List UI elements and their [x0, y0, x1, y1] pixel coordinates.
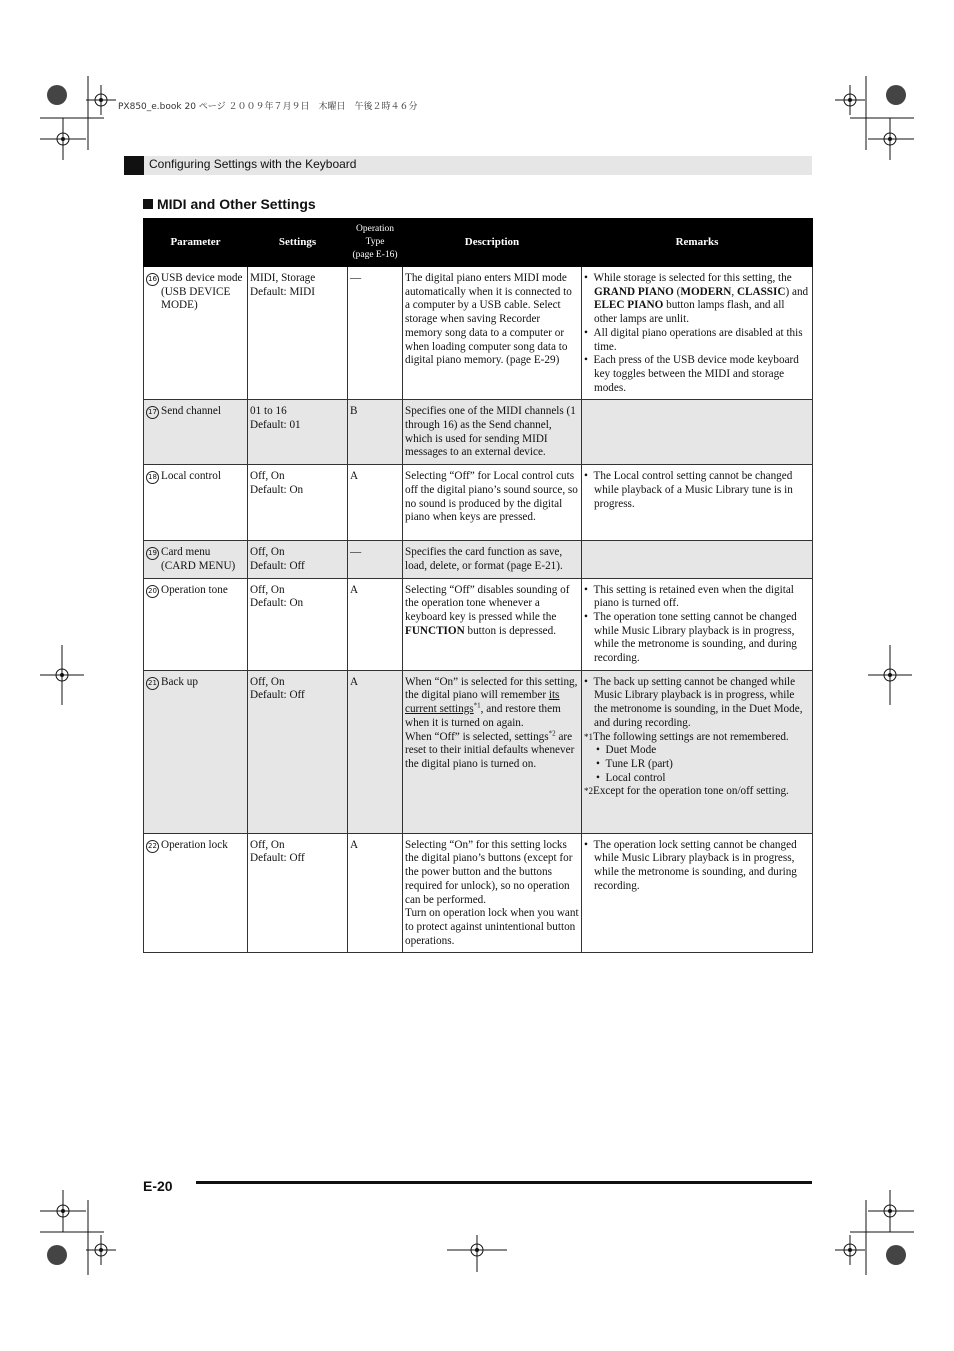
section-title [143, 196, 316, 212]
remark-item: • All digital piano operations are disabled at this time. [584, 326, 803, 353]
footnote-item: • Local control [596, 771, 666, 784]
remark-item: • Each press of the USB device mode keyboard key toggles between the MIDI and storage modes. [584, 354, 799, 394]
settings-cell: 01 to 16 Default: 01 [248, 400, 348, 465]
footer-rule [196, 1181, 812, 1184]
settings-cell: Off, On Default: Off [248, 541, 348, 578]
remark-item: • The Local control setting cannot be changed while playback of a Music Library tune is in progress. [584, 470, 793, 510]
col-operation-type: Operation Type (page E-16) [348, 219, 403, 267]
footnote-2: *2Except for the operation tone on/off setting. [584, 785, 789, 798]
settings-cell: Off, On Default: On [248, 465, 348, 541]
circled-number: 18 [146, 471, 159, 484]
remark-item: • While storage is selected for this setting, the GRAND PIANO (MODERN, CLASSIC) and ELEC PIANO button lamps flash, and all other lamps are unlit. [584, 272, 809, 326]
parameter-cell: 20 Operation tone [144, 578, 248, 670]
table-row [144, 833, 813, 953]
type-cell: — [348, 267, 403, 400]
circled-number: 16 [146, 273, 159, 286]
table-row [144, 267, 813, 400]
print-info: PX850_e.book 20 ページ ２００９年７月９日 木曜日 午後２時４６分 [118, 102, 418, 112]
circled-number: 22 [146, 840, 159, 853]
settings-cell: Off, On Default: Off [248, 670, 348, 833]
col-settings: Settings [248, 219, 348, 267]
type-cell: A [348, 465, 403, 541]
table-row [144, 578, 813, 670]
settings-cell: Off, On Default: On [248, 578, 348, 670]
parameter-cell: 22 Operation lock [144, 833, 248, 953]
parameter-cell: 16 USB device mode (USB DEVICE MODE) [144, 267, 248, 400]
table-header-row [144, 219, 813, 267]
circled-number: 19 [146, 547, 159, 560]
type-cell: — [348, 541, 403, 578]
description-cell: Selecting “On” for this setting locks the digital piano’s buttons (except for the power button and the buttons required for unlock), so no operation can be performed. Turn on operation lock when you want to protect against unintentional button operations. [403, 833, 582, 953]
square-bullet-icon [143, 199, 153, 209]
remark-item: • The operation lock setting cannot be changed while Music Library playback is in progress, while the metronome is sounding, and during recording. [584, 838, 797, 892]
remarks-cell [582, 578, 813, 670]
type-cell: A [348, 670, 403, 833]
type-cell: A [348, 833, 403, 953]
parameter-cell: 21 Back up [144, 670, 248, 833]
remarks-cell [582, 465, 813, 541]
header-block [124, 156, 144, 175]
running-header [124, 156, 812, 175]
description-cell: The digital piano enters MIDI mode automatically when it is connected to a computer by a USB cable. Select storage when saving Recorder memory song data to a computer or when loading computer song data to digital piano memory. (page E-29) [403, 267, 582, 400]
settings-cell: Off, On Default: Off [248, 833, 348, 953]
type-cell: A [348, 578, 403, 670]
table-row [144, 465, 813, 541]
description-cell: Selecting “Off” disables sounding of the operation tone whenever a keyboard key is pressed while the FUNCTION button is depressed. [403, 578, 582, 670]
footnote-1: *1The following settings are not remembered. [584, 730, 789, 743]
settings-cell: MIDI, Storage Default: MIDI [248, 267, 348, 400]
table-row [144, 541, 813, 578]
header-title: Configuring Settings with the Keyboard [149, 157, 357, 171]
parameter-cell: 18 Local control [144, 465, 248, 541]
remarks-cell [582, 267, 813, 400]
remarks-cell [582, 400, 813, 465]
page-number: E-20 [143, 1178, 173, 1194]
remark-item: • The operation tone setting cannot be changed while Music Library playback is in progress, while the metronome is sounding, and during recording. [584, 610, 797, 665]
remarks-cell [582, 833, 813, 953]
description-cell: Specifies one of the MIDI channels (1 through 16) as the Send channel, which is used for sending MIDI messages to an external device. [403, 400, 582, 465]
remark-item: • This setting is retained even when the digital piano is turned off. [584, 583, 794, 610]
remark-item: • The back up setting cannot be changed while Music Library playback is in progress, while the metronome is sounding, in the Duet Mode, and during recording. [584, 675, 803, 729]
footnote-item: • Tune LR (part) [596, 757, 673, 770]
col-remarks: Remarks [582, 219, 813, 267]
remarks-cell [582, 541, 813, 578]
description-cell: Specifies the card function as save, load, delete, or format (page E-21). [403, 541, 582, 578]
description-cell: When “On” is selected for this setting, the digital piano will remember its current settings$^{*1}$, and restore them when it is turned on again. When “Off” is selected, settings$^{*2}$ are reset to their initial defaults whenever the digital piano is turned on. [403, 670, 582, 833]
circled-number: 17 [146, 406, 159, 419]
parameter-cell: 17 Send channel [144, 400, 248, 465]
table-row [144, 400, 813, 465]
section-title-text: MIDI and Other Settings [157, 196, 316, 212]
type-cell: B [348, 400, 403, 465]
table-row [144, 670, 813, 833]
circled-number: 21 [146, 677, 159, 690]
parameter-cell: 19 Card menu (CARD MENU) [144, 541, 248, 578]
settings-table [143, 218, 813, 953]
footnote-item: • Duet Mode [596, 744, 657, 757]
remarks-cell [582, 670, 813, 833]
circled-number: 20 [146, 585, 159, 598]
col-parameter: Parameter [144, 219, 248, 267]
col-description: Description [403, 219, 582, 267]
description-cell: Selecting “Off” for Local control cuts off the digital piano’s sound source, so no sound is produced by the digital piano when keys are pressed. [403, 465, 582, 541]
